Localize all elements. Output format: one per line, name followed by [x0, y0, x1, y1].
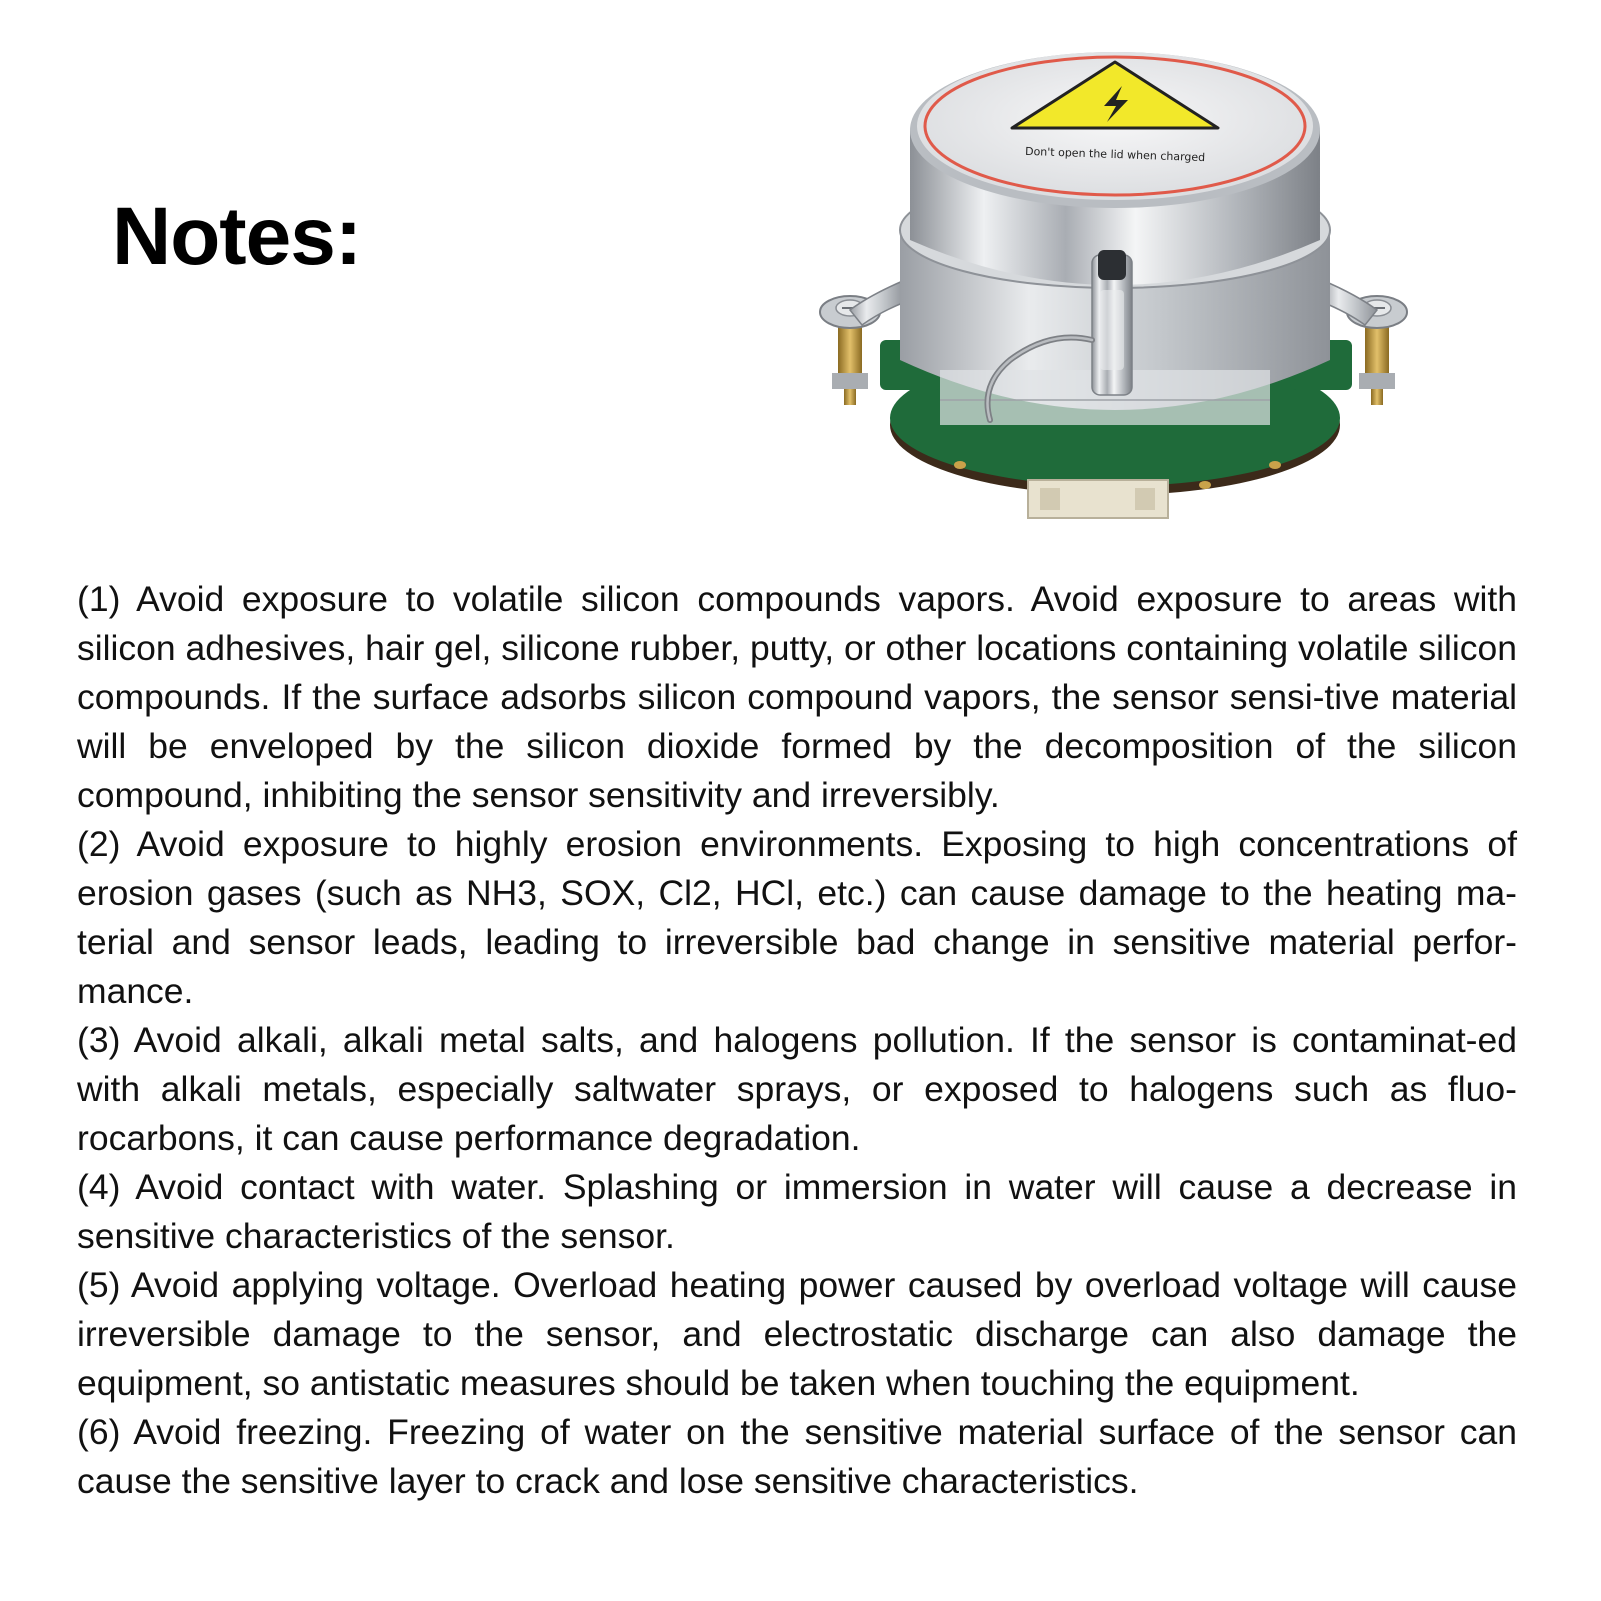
- note-item-1: (1) Avoid exposure to volatile silicon compounds vapors. Avoid exposure to areas with silicon adhesives, hair gel, silicone rubber, putty, or other locations containing volatile silicon compounds. If the surface adsorbs silicon compound vapors, the sensor sensi-tive material will be enveloped by the silicon dioxide formed by the decomposition of the silicon compound, inhibiting the sensor sensitivity and irreversibly.: [77, 579, 1517, 815]
- note-item-3: (3) Avoid alkali, alkali metal salts, and halogens pollution. If the sensor is contaminat-ed with alkali metals, especially saltwater sprays, or exposed to halogens such as fluo-rocarbons, it can cause performance degradation.: [77, 1020, 1517, 1158]
- connector: [1028, 480, 1168, 518]
- front-latch: [1092, 250, 1132, 395]
- notes-list: [77, 575, 1517, 1506]
- note-item-6: (6) Avoid freezing. Freezing of water on the sensitive material surface of the sensor can cause the sensitive layer to crack and lose sensitive characteristics.: [77, 1412, 1517, 1501]
- note-item-2: (2) Avoid exposure to highly erosion environments. Exposing to high concentrations of erosion gases (such as NH3, SOX, Cl2, HCl, etc.) can cause damage to the heating ma-terial and sensor leads, leading to irreversible bad change in sensitive material perfor-mance.: [77, 824, 1517, 1011]
- note-item-5: (5) Avoid applying voltage. Overload heating power caused by overload voltage will cause irreversible damage to the sensor, and electrostatic discharge can also damage the equipment, so antistatic measures should be taken when touching the equipment.: [77, 1265, 1517, 1403]
- page-title: Notes:: [112, 191, 362, 282]
- note-item-4: (4) Avoid contact with water. Splashing or immersion in water will cause a decrease in sensitive characteristics of the sensor.: [77, 1167, 1517, 1256]
- sensor-product-image: [810, 40, 1430, 540]
- lid-warning-label: Don't open the lid when charged: [1024, 144, 1206, 165]
